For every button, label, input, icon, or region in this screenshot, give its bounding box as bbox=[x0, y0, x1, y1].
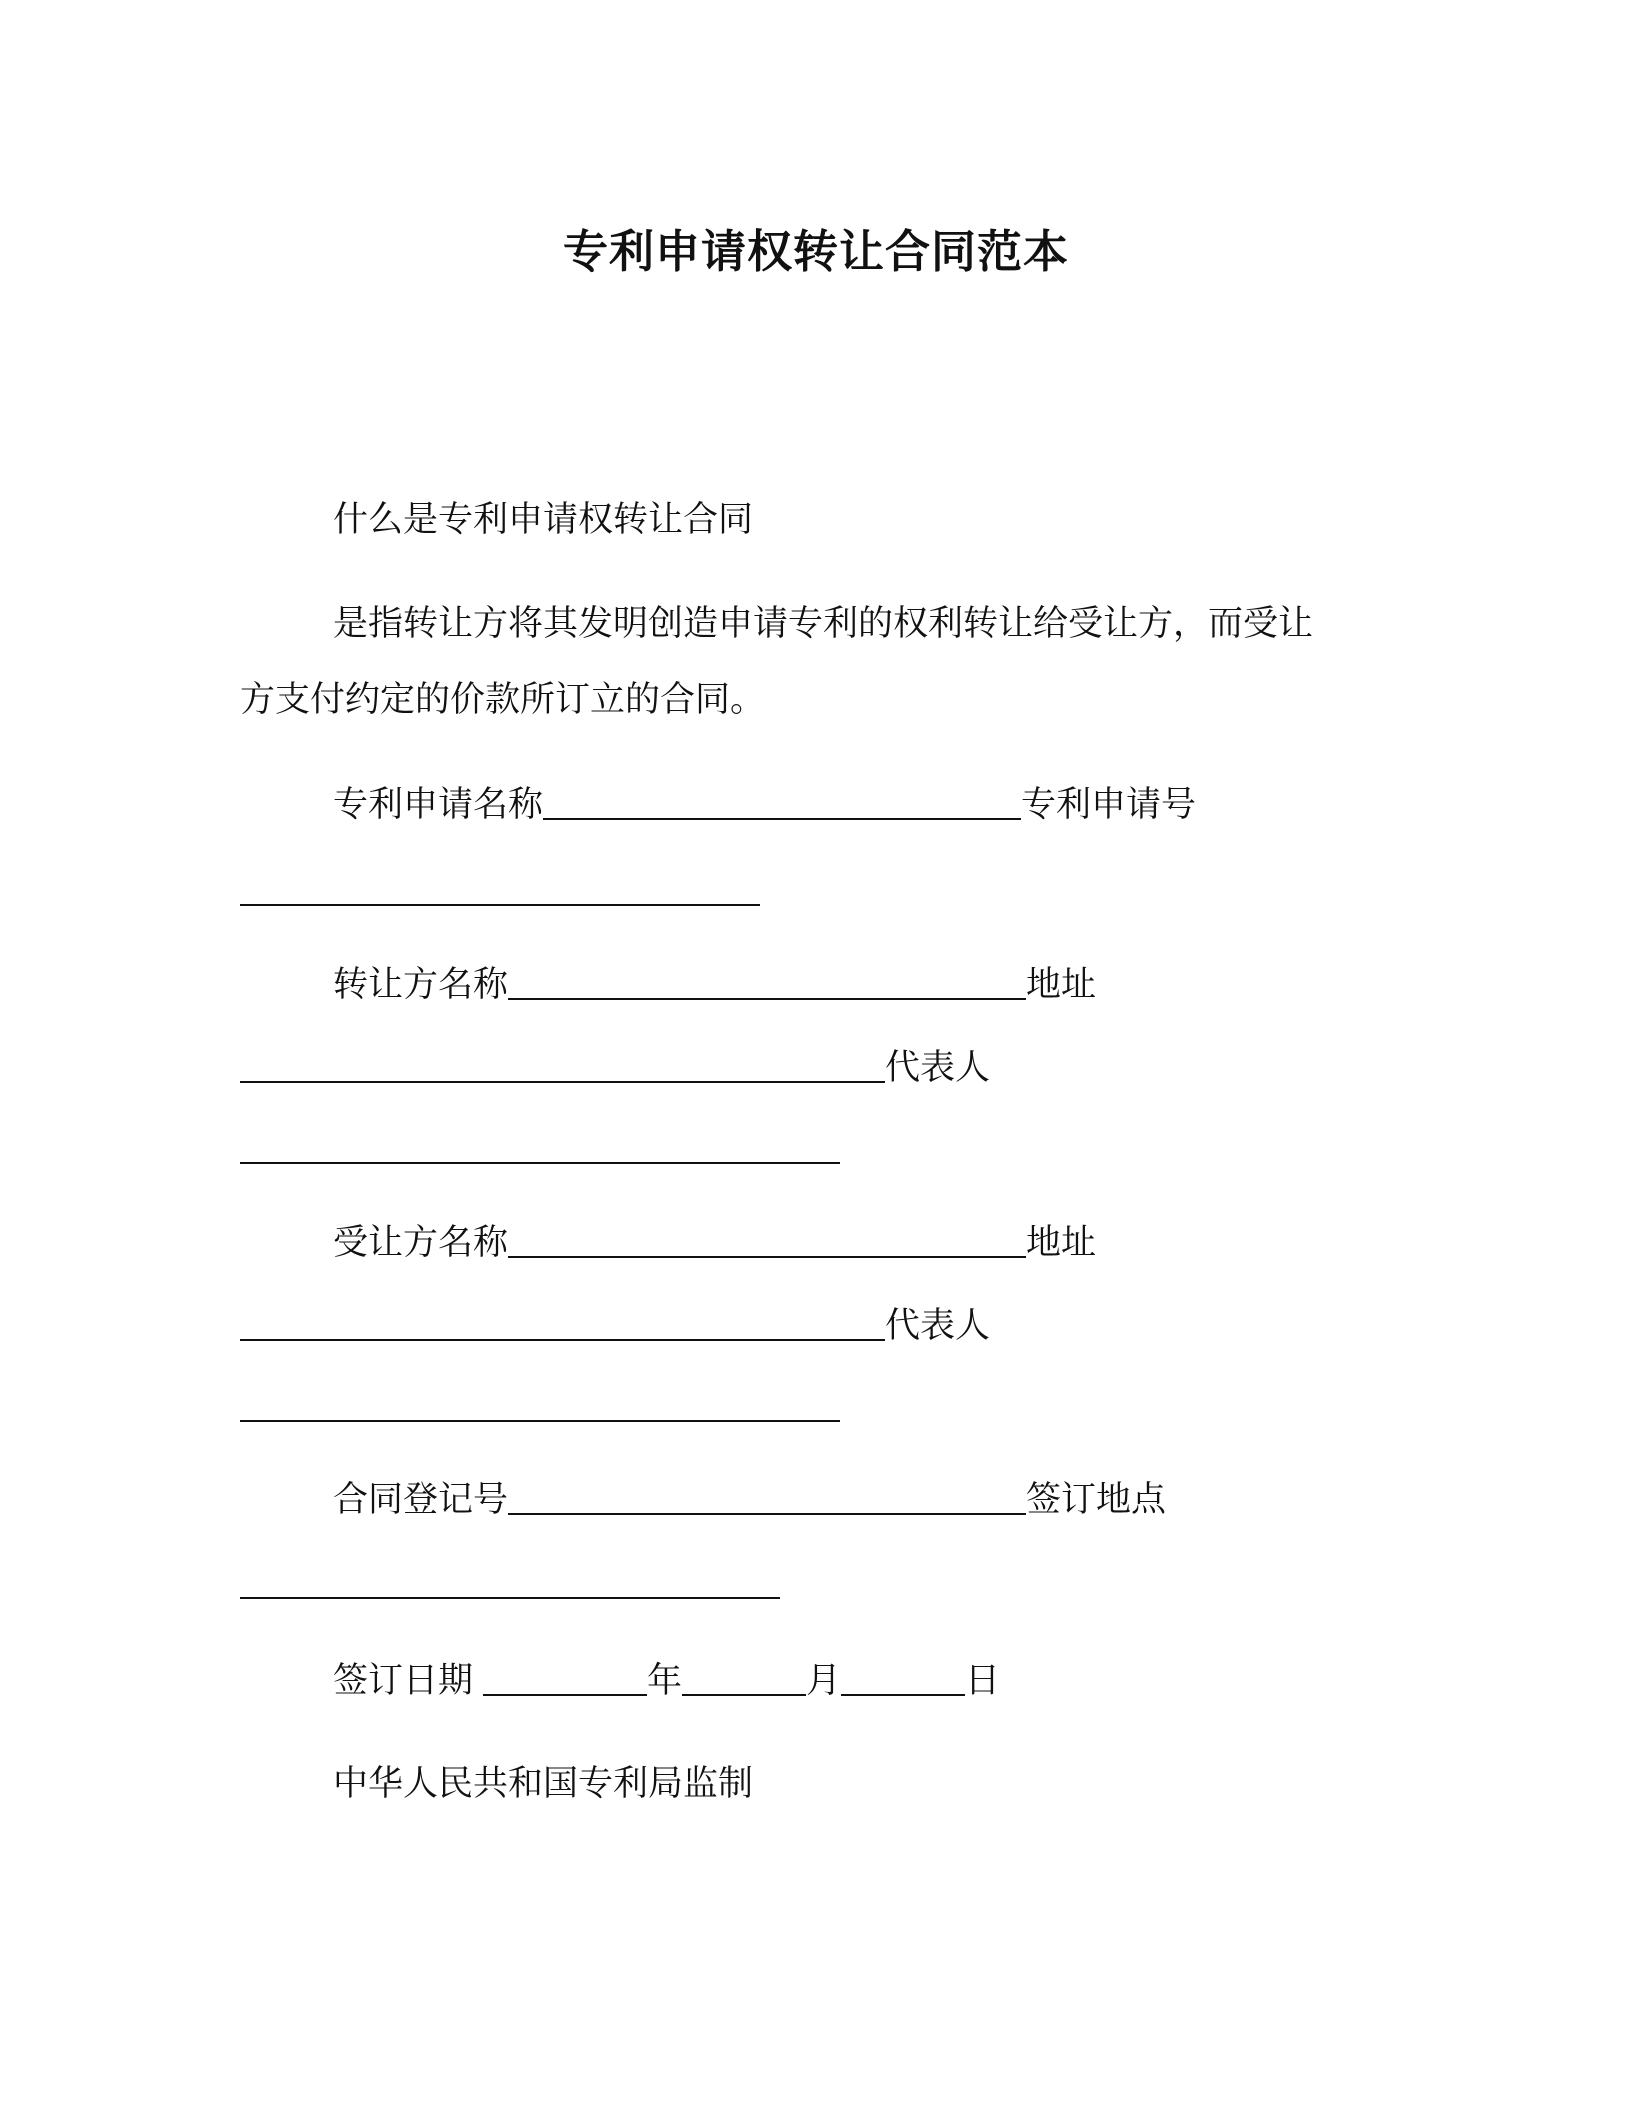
document-title: 专利申请权转让合同范本 bbox=[562, 225, 1069, 278]
year-label: 年 bbox=[647, 1661, 683, 1701]
day-blank[interactable] bbox=[841, 1660, 965, 1696]
assignee-address-label: 地址 bbox=[1026, 1223, 1097, 1263]
assignor-rep-label: 代表人 bbox=[885, 1048, 991, 1088]
signing-place-label: 签订地点 bbox=[1026, 1480, 1167, 1520]
signing-date-row bbox=[333, 1656, 1000, 1705]
assignor-name-blank[interactable] bbox=[508, 964, 1026, 1000]
assignor-address-blank[interactable] bbox=[240, 1047, 885, 1083]
contract-reg-blank[interactable] bbox=[508, 1479, 1026, 1515]
assignor-address-row bbox=[240, 1043, 990, 1092]
definition-line-2 bbox=[240, 676, 765, 724]
definition-line-1 bbox=[333, 600, 1313, 648]
assignee-address-row bbox=[240, 1301, 990, 1350]
assignee-address-blank[interactable] bbox=[240, 1305, 885, 1341]
assignor-row bbox=[333, 960, 1096, 1009]
contract-reg-label: 合同登记号 bbox=[333, 1480, 509, 1520]
signing-place-blank[interactable] bbox=[240, 1597, 780, 1599]
patent-name-label: 专利申请名称 bbox=[333, 785, 544, 825]
assignor-name-label: 转让方名称 bbox=[333, 965, 509, 1005]
patent-name-blank[interactable] bbox=[543, 784, 1021, 820]
section-heading bbox=[333, 496, 753, 544]
assignor-address-label: 地址 bbox=[1026, 965, 1097, 1005]
assignee-name-label: 受让方名称 bbox=[333, 1223, 509, 1263]
supervisor-text: 中华人民共和国专利局监制 bbox=[333, 1764, 754, 1804]
patent-number-blank[interactable] bbox=[240, 904, 760, 906]
month-label: 月 bbox=[806, 1661, 842, 1701]
supervisor-line bbox=[333, 1760, 753, 1808]
assignee-row bbox=[333, 1218, 1096, 1267]
patent-number-label: 专利申请号 bbox=[1021, 785, 1197, 825]
month-blank[interactable] bbox=[682, 1660, 806, 1696]
assignee-rep-label: 代表人 bbox=[885, 1306, 991, 1346]
definition-text-1: 是指转让方将其发明创造申请专利的权利转让给受让方，而受让 bbox=[333, 604, 1314, 644]
definition-text-2: 方支付约定的价款所订立的合同。 bbox=[240, 680, 766, 720]
assignor-rep-blank[interactable] bbox=[240, 1162, 840, 1164]
heading-text: 什么是专利申请权转让合同 bbox=[333, 500, 754, 540]
year-blank[interactable] bbox=[483, 1660, 647, 1696]
contract-reg-row bbox=[333, 1475, 1166, 1524]
assignee-rep-blank[interactable] bbox=[240, 1420, 840, 1422]
signing-date-label: 签订日期 bbox=[333, 1661, 474, 1701]
day-label: 日 bbox=[965, 1661, 1001, 1701]
assignee-name-blank[interactable] bbox=[508, 1222, 1026, 1258]
patent-name-row bbox=[333, 780, 1196, 829]
